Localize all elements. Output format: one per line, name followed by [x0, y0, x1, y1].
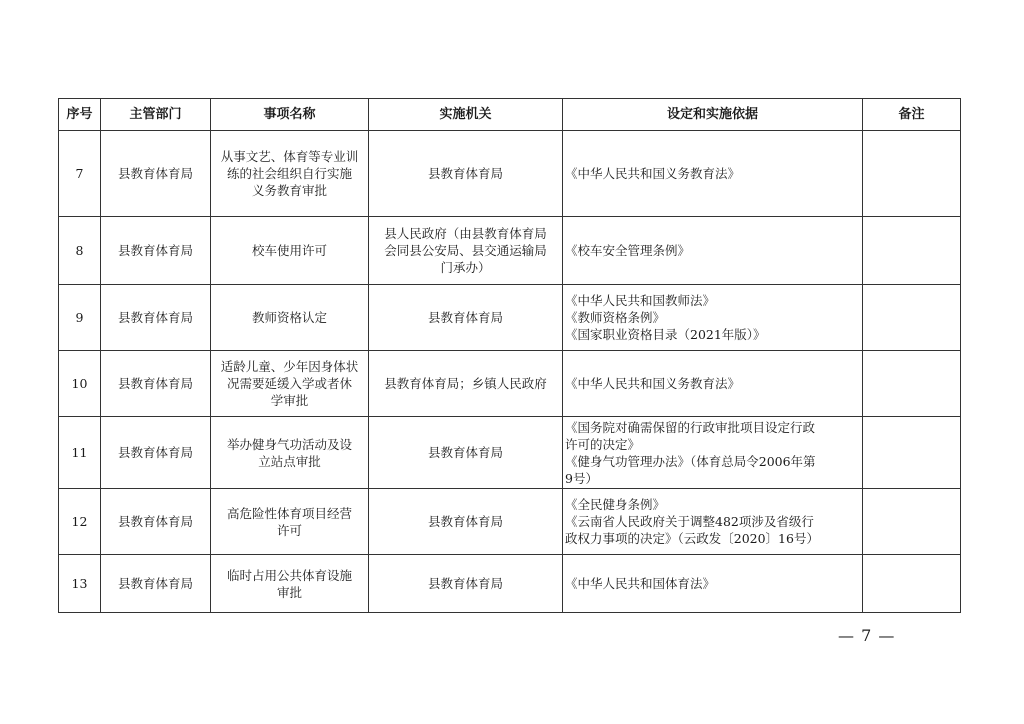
- note-cell: [863, 131, 961, 217]
- basis-cell-line: 《教师资格条例》: [565, 310, 666, 325]
- table-row: [59, 417, 961, 489]
- basis-cell: [563, 131, 863, 217]
- header-department: 主管部门: [101, 99, 211, 131]
- table-row: [59, 489, 961, 555]
- page-number: — 7 —: [838, 626, 896, 645]
- basis-cell: [563, 417, 863, 489]
- item-name-cell-line: 高危险性体育项目经营: [226, 505, 352, 521]
- basis-cell-line: 《中华人民共和国义务教育法》: [565, 376, 741, 391]
- agency-cell-line: 县教育体育局: [427, 445, 503, 460]
- agency-cell: [369, 489, 563, 555]
- basis-cell-line: 《国务院对确需保留的行政审批项目设定行政: [565, 419, 816, 435]
- table-header-row: [59, 99, 961, 131]
- basis-cell-line: 《全民健身条例》: [565, 497, 666, 512]
- header-basis: 设定和实施依据: [563, 99, 863, 131]
- basis-cell-line: 《健身气功管理办法》（体育总局令2006年第: [565, 453, 816, 469]
- item-name-cell-line: 立站点审批: [258, 453, 321, 469]
- item-name-cell: [211, 555, 369, 613]
- serial-cell: 12: [59, 489, 101, 555]
- item-name-cell: [211, 489, 369, 555]
- agency-cell: [369, 555, 563, 613]
- agency-cell: [369, 131, 563, 217]
- item-name-cell: [211, 217, 369, 285]
- basis-cell: [563, 217, 863, 285]
- item-name-cell: [211, 351, 369, 417]
- agency-cell: [369, 417, 563, 489]
- basis-cell-line: 《国家职业资格目录（2021年版）》: [565, 327, 766, 342]
- item-name-cell-line: 从事文艺、体育等专业训: [220, 149, 359, 164]
- serial-cell: 11: [59, 417, 101, 489]
- basis-cell-line: 《校车安全管理条例》: [565, 243, 691, 258]
- table-row: [59, 555, 961, 613]
- header-agency: 实施机关: [369, 99, 563, 131]
- department-cell: 县教育体育局: [101, 217, 211, 285]
- item-name-cell-line: 举办健身气功活动及设: [226, 436, 352, 452]
- agency-cell: [369, 217, 563, 285]
- item-name-cell-line: 校车使用许可: [251, 243, 327, 258]
- agency-cell-line: 县教育体育局；乡镇人民政府: [384, 376, 547, 391]
- approval-items-table: [58, 98, 961, 613]
- item-name-cell-line: 临时占用公共体育设施: [226, 567, 352, 583]
- basis-cell: [563, 555, 863, 613]
- item-name-cell-line: 学审批: [270, 393, 309, 408]
- item-name-cell-line: 审批: [276, 584, 302, 600]
- basis-cell-line: 政权力事项的决定》（云政发〔2020〕16号）: [565, 531, 819, 546]
- note-cell: [863, 417, 961, 489]
- agency-cell-line: 门承办）: [440, 260, 491, 275]
- table-row: [59, 351, 961, 417]
- serial-cell: 13: [59, 555, 101, 613]
- department-cell: 县教育体育局: [101, 351, 211, 417]
- department-cell: 县教育体育局: [101, 489, 211, 555]
- department-cell: 县教育体育局: [101, 555, 211, 613]
- basis-cell: [563, 351, 863, 417]
- serial-cell: 9: [59, 285, 101, 351]
- header-serial: 序号: [59, 99, 101, 131]
- table-row: [59, 285, 961, 351]
- header-item-name: 事项名称: [211, 99, 369, 131]
- item-name-cell-line: 练的社会组织自行实施: [226, 166, 352, 181]
- basis-cell: [563, 285, 863, 351]
- agency-cell-line: 县教育体育局: [427, 310, 503, 325]
- item-name-cell: [211, 131, 369, 217]
- department-cell: 县教育体育局: [101, 285, 211, 351]
- basis-cell-line: 《中华人民共和国体育法》: [565, 576, 716, 591]
- item-name-cell: [211, 417, 369, 489]
- agency-cell-line: 县教育体育局: [427, 166, 503, 181]
- department-cell: 县教育体育局: [101, 131, 211, 217]
- item-name-cell: [211, 285, 369, 351]
- table-row: [59, 217, 961, 285]
- basis-cell: [563, 489, 863, 555]
- item-name-cell-line: 教师资格认定: [251, 310, 327, 325]
- note-cell: [863, 351, 961, 417]
- item-name-cell-line: 况需要延缓入学或者休: [226, 376, 352, 391]
- agency-cell-line: 会同县公安局、县交通运输局: [384, 243, 547, 258]
- agency-cell: [369, 285, 563, 351]
- basis-cell-line: 许可的决定》: [565, 436, 641, 452]
- department-cell: 县教育体育局: [101, 417, 211, 489]
- basis-cell-line: 《中华人民共和国义务教育法》: [565, 166, 741, 181]
- table-row: [59, 131, 961, 217]
- item-name-cell-line: 义务教育审批: [251, 183, 327, 198]
- header-note: 备注: [863, 99, 961, 131]
- item-name-cell-line: 许可: [276, 522, 302, 538]
- basis-cell-line: 《中华人民共和国教师法》: [565, 293, 716, 308]
- item-name-cell-line: 适龄儿童、少年因身体状: [220, 359, 359, 374]
- serial-cell: 7: [59, 131, 101, 217]
- note-cell: [863, 285, 961, 351]
- agency-cell-line: 县教育体育局: [427, 576, 503, 591]
- agency-cell-line: 县教育体育局: [427, 514, 503, 529]
- serial-cell: 8: [59, 217, 101, 285]
- basis-cell-line: 《云南省人民政府关于调整482项涉及省级行: [565, 514, 814, 529]
- agency-cell: [369, 351, 563, 417]
- note-cell: [863, 489, 961, 555]
- serial-cell: 10: [59, 351, 101, 417]
- note-cell: [863, 555, 961, 613]
- basis-cell-line: 9号）: [565, 470, 598, 486]
- agency-cell-line: 县人民政府（由县教育体育局: [384, 226, 547, 241]
- note-cell: [863, 217, 961, 285]
